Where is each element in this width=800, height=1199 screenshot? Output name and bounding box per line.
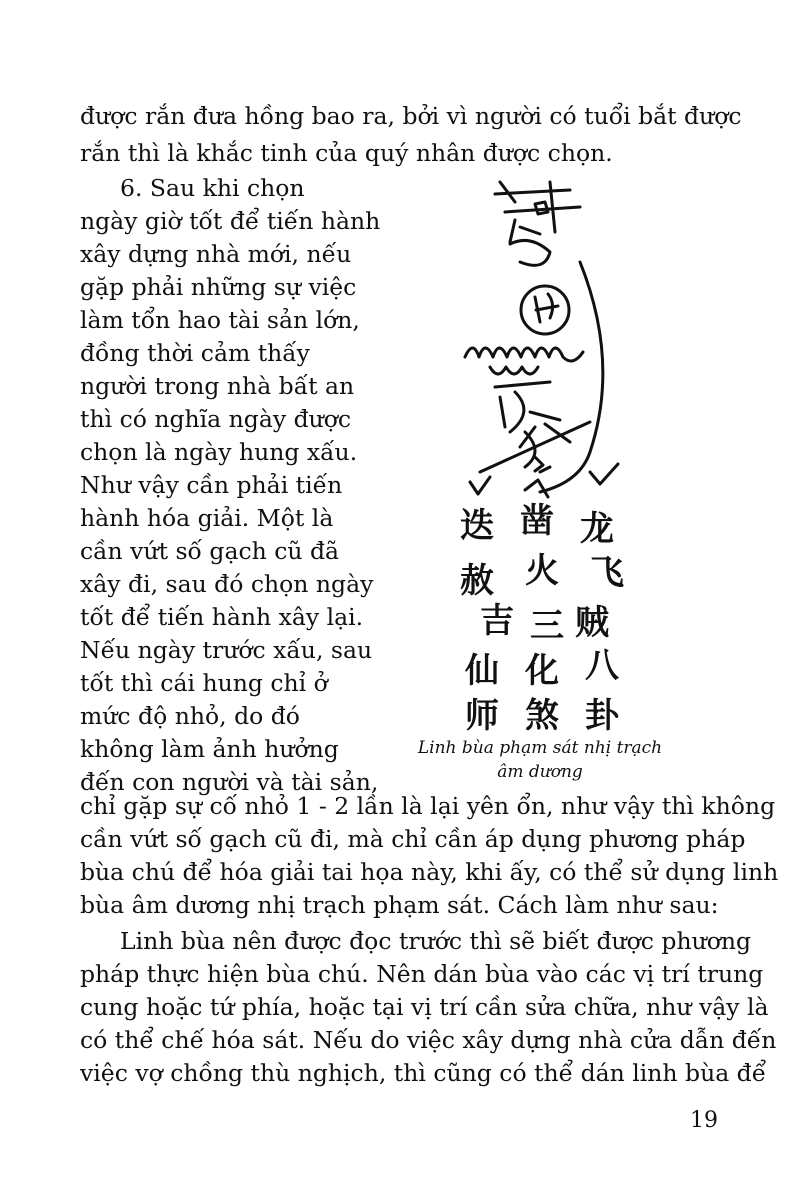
text-line: không làm ảnh hưởng (80, 735, 339, 763)
page-number: 19 (690, 1108, 718, 1133)
text-line: việc vợ chồng thù nghịch, thì cũng có thể dán linh bùa để (80, 1059, 767, 1087)
text-line: Linh bùa nên được đọc trước thì sẽ biết được phương (120, 927, 752, 955)
figure-caption: âm dương (497, 762, 583, 782)
text-line: có thể chế hóa sát. Nếu do việc xây dựng nhà cửa dẫn đến (80, 1026, 777, 1054)
talisman-figure (440, 172, 650, 732)
text-line: hành hóa giải. Một là (80, 504, 334, 532)
talisman-glyph: 仙 (465, 651, 499, 691)
text-line: rắn thì là khắc tinh của quý nhân được chọn. (80, 139, 613, 167)
svg-text:赦: 赦 (460, 561, 494, 601)
svg-text:飞: 飞 (590, 553, 624, 593)
text-line: Như vậy cần phải tiến (80, 471, 343, 499)
text-line: thì có nghĩa ngày được (80, 405, 352, 433)
svg-text:三: 三 (530, 606, 564, 646)
figure-caption: Linh bùa phạm sát nhị trạch (417, 738, 663, 758)
text-line: bùa âm dương nhị trạch phạm sát. Cách làm như sau: (80, 891, 719, 919)
talisman-glyph: 煞 (525, 696, 559, 732)
text-line: chỉ gặp sự cố nhỏ 1 - 2 lần là lại yên ổn, như vậy thì không (80, 792, 776, 820)
svg-text:迭: 迭 (460, 506, 494, 546)
svg-text:凿: 凿 (520, 501, 554, 541)
text-line: 6. Sau khi chọn (120, 174, 305, 202)
text-line: tốt thì cái hung chỉ ở (80, 669, 328, 697)
talisman-glyph: 八 (585, 646, 619, 686)
text-line: cung hoặc tứ phía, hoặc tại vị trí cần sửa chữa, như vậy là (80, 993, 769, 1021)
svg-text:吉: 吉 (480, 601, 514, 641)
text-line: gặp phải những sự việc (80, 273, 357, 301)
text-line: pháp thực hiện bùa chú. Nên dán bùa vào các vị trí trung (80, 960, 764, 988)
talisman-glyph: 化 (525, 651, 559, 691)
text-line: được rắn đưa hồng bao ra, bởi vì người có tuổi bắt được (80, 102, 742, 130)
text-line: Nếu ngày trước xấu, sau (80, 636, 373, 664)
text-line: xây dựng nhà mới, nếu (80, 240, 352, 268)
text-line: tốt để tiến hành xây lại. (80, 603, 364, 631)
text-line: người trong nhà bất an (80, 372, 355, 400)
talisman-glyph: 师 (465, 696, 499, 732)
talisman-drawing (440, 172, 650, 732)
svg-text:龙: 龙 (580, 509, 614, 549)
text-line: đến con người và tài sản, (80, 768, 379, 796)
text-line: làm tổn hao tài sản lớn, (80, 306, 360, 334)
text-line: cần vứt số gạch cũ đã (80, 537, 340, 565)
text-line: xây đi, sau đó chọn ngày (80, 570, 374, 598)
text-line: đồng thời cảm thấy (80, 339, 310, 367)
text-line: chọn là ngày hung xấu. (80, 438, 358, 466)
text-line: cần vứt số gạch cũ đi, mà chỉ cần áp dụng phương pháp (80, 825, 746, 853)
talisman-glyph: 火 (525, 551, 559, 591)
text-line: bùa chú để hóa giải tai họa này, khi ấy, có thể sử dụng linh (80, 858, 779, 886)
talisman-glyph: 卦 (585, 696, 619, 732)
text-line: ngày giờ tốt để tiến hành (80, 207, 381, 235)
text-line: mức độ nhỏ, do đó (80, 702, 300, 730)
svg-text:贼: 贼 (575, 603, 609, 643)
